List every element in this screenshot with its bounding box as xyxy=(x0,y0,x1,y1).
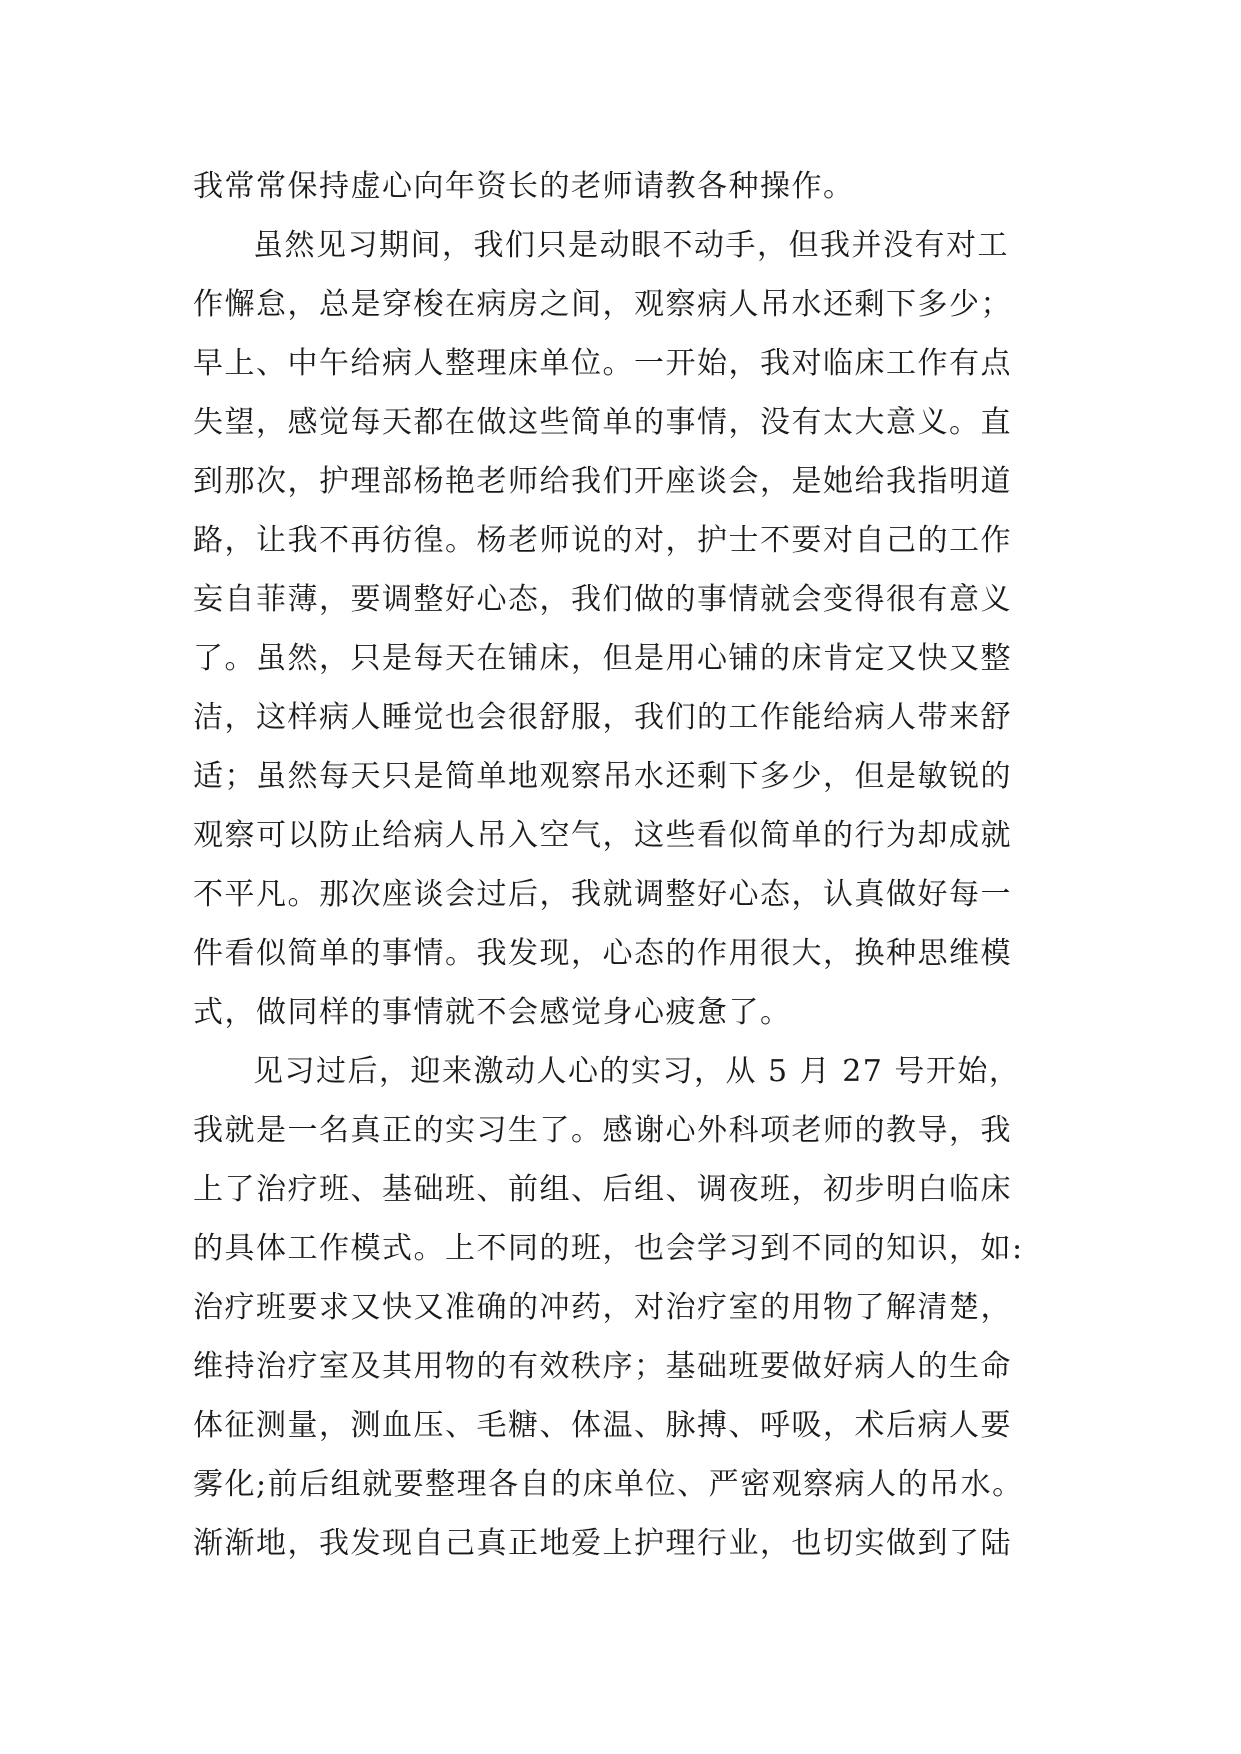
text-line: 路，让我不再彷徨。杨老师说的对，护士不要对自己的工作 xyxy=(193,523,1012,558)
text-line: 件看似简单的事情。我发现，心态的作用很大，换种思维模 xyxy=(193,936,1012,971)
text-line: 治疗班要求又快又准确的冲药，对治疗室的用物了解清楚， xyxy=(193,1290,1012,1325)
text-line: 我就是一名真正的实习生了。感谢心外科项老师的教导，我 xyxy=(193,1113,1012,1148)
text-line: 渐渐地，我发现自己真正地爱上护理行业，也切实做到了陆 xyxy=(193,1526,1012,1561)
text-line: 维持治疗室及其用物的有效秩序；基础班要做好病人的生命 xyxy=(193,1349,1012,1384)
text-line: 妄自菲薄，要调整好心态，我们做的事情就会变得很有意义 xyxy=(193,582,1012,617)
paragraph-start-line: 见习过后，迎来激动人心的实习，从 5 月 27 号开始， xyxy=(253,1054,1021,1089)
document-body xyxy=(193,157,1073,1573)
text-line: 到那次，护理部杨艳老师给我们开座谈会，是她给我指明道 xyxy=(193,464,1012,499)
text-line: 的具体工作模式。上不同的班，也会学习到不同的知识，如: xyxy=(193,1231,1024,1266)
text-line: 早上、中午给病人整理床单位。一开始，我对临床工作有点 xyxy=(193,346,1012,381)
text-line: 适；虽然每天只是简单地观察吊水还剩下多少，但是敏锐的 xyxy=(193,759,1012,794)
text-line: 了。虽然，只是每天在铺床，但是用心铺的床肯定又快又整 xyxy=(193,641,1012,676)
text-line: 上了治疗班、基础班、前组、后组、调夜班，初步明白临床 xyxy=(193,1172,1012,1207)
text-line: 体征测量，测血压、毛糖、体温、脉搏、呼吸，术后病人要 xyxy=(193,1408,1012,1443)
text-line: 雾化;前后组就要整理各自的床单位、严密观察病人的吊水。 xyxy=(193,1467,1024,1502)
text-line: 洁，这样病人睡觉也会很舒服，我们的工作能给病人带来舒 xyxy=(193,700,1012,735)
text-line: 作懈怠，总是穿梭在病房之间，观察病人吊水还剩下多少； xyxy=(193,287,1012,322)
text-line: 失望，感觉每天都在做这些简单的事情，没有太大意义。直 xyxy=(193,405,1012,440)
text-line: 观察可以防止给病人吊入空气，这些看似简单的行为却成就 xyxy=(193,818,1012,853)
text-line: 我常常保持虚心向年资长的老师请教各种操作。 xyxy=(193,169,855,204)
text-line: 式，做同样的事情就不会感觉身心疲惫了。 xyxy=(193,995,792,1030)
paragraph-start-line: 虽然见习期间，我们只是动眼不动手，但我并没有对工 xyxy=(253,228,1009,263)
text-line: 不平凡。那次座谈会过后，我就调整好心态，认真做好每一 xyxy=(193,877,1012,912)
